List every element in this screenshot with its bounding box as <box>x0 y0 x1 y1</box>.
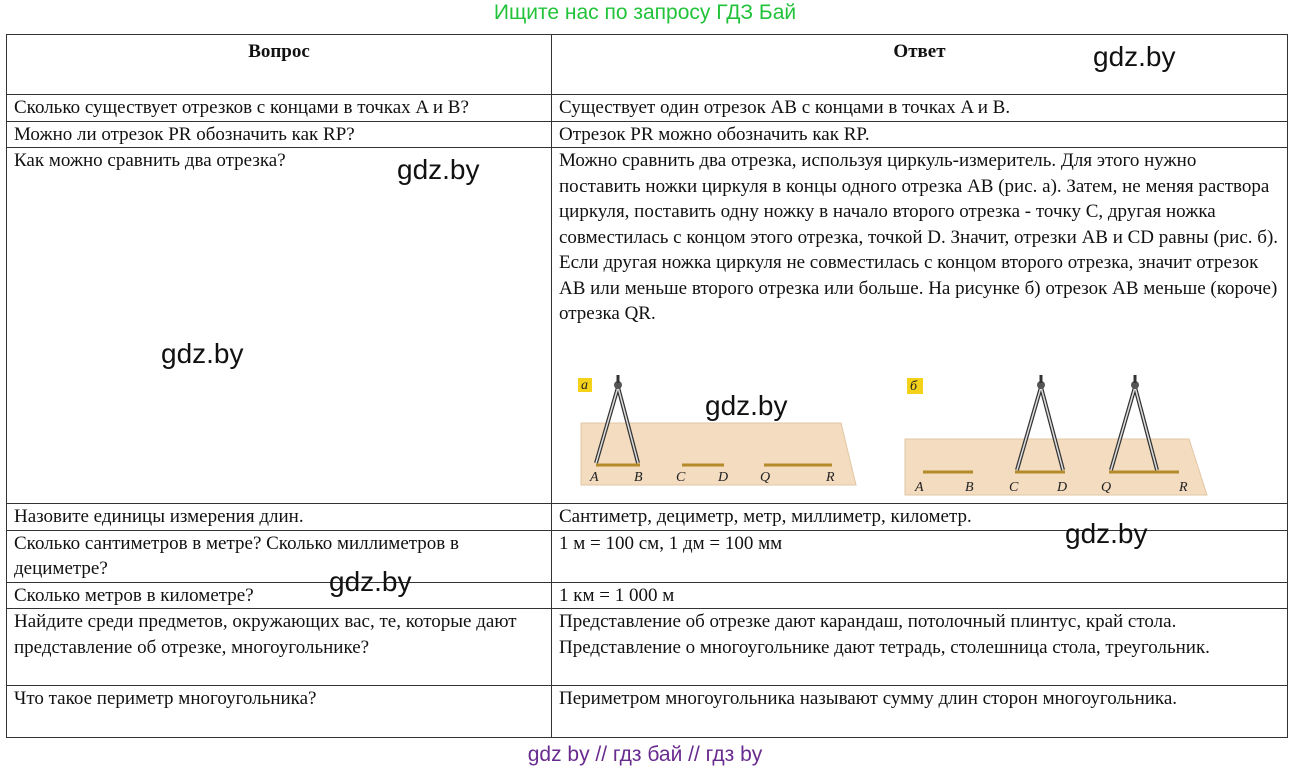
question-cell: Можно ли отрезок PR обозначить как RP? <box>7 121 552 148</box>
question-cell: Сколько существует отрезков с концами в точках A и B? <box>7 95 552 122</box>
point-label: C <box>1009 480 1019 495</box>
point-label: B <box>965 480 974 495</box>
header-answer: Ответ <box>552 35 1288 95</box>
question-cell: Как можно сравнить два отрезка? <box>7 148 552 504</box>
question-cell: Найдите среди предметов, окружающих вас, те, которые дают представление об отрезке, многоугольнике? <box>7 609 552 686</box>
answer-cell: Отрезок PR можно обозначить как RP. <box>552 121 1288 148</box>
point-label: D <box>1057 480 1068 495</box>
table-row <box>7 582 1288 609</box>
answer-cell: 1 м = 100 см, 1 дм = 100 мм <box>552 530 1288 582</box>
answer-cell: Периметром многоугольника называют сумму длин сторон многоугольника. <box>552 686 1288 738</box>
point-label: Q <box>1101 480 1112 495</box>
question-cell: Назовите единицы измерения длин. <box>7 504 552 531</box>
point-label: C <box>676 470 686 485</box>
answer-cell: Сантиметр, дециметр, метр, миллиметр, километр. <box>552 504 1288 531</box>
question-cell: Что такое периметр многоугольника? <box>7 686 552 738</box>
point-label: B <box>634 470 643 485</box>
point-label: Q <box>760 470 771 485</box>
table-row <box>7 609 1288 686</box>
table-row <box>7 95 1288 122</box>
watermark: gdz.by <box>705 390 788 421</box>
point-label: A <box>915 480 924 495</box>
answer-cell: 1 км = 1 000 м <box>552 582 1288 609</box>
figure-b <box>903 373 1213 506</box>
footer-links: gdz by // гдз бай // гдз by <box>527 743 763 766</box>
compass-diagram-b <box>903 373 1213 501</box>
table-row <box>7 686 1288 738</box>
header-question: Вопрос <box>7 35 552 95</box>
watermark: gdz.by <box>161 338 244 369</box>
search-banner: Ищите нас по запросу ГДЗ Бай <box>493 1 797 24</box>
point-label: R <box>1179 480 1188 495</box>
question-cell: Сколько метров в километре? <box>7 582 552 609</box>
figure-tag-label: а <box>581 378 588 393</box>
watermark: gdz.by <box>397 154 480 185</box>
figure-tag-label: б <box>910 379 918 394</box>
watermark: gdz.by <box>329 566 412 597</box>
point-label: A <box>590 470 599 485</box>
table-row <box>7 121 1288 148</box>
point-label: D <box>718 470 729 485</box>
answer-cell: Существует один отрезок AB с концами в точках A и B. <box>552 95 1288 122</box>
point-label: R <box>826 470 835 485</box>
watermark: gdz.by <box>1093 41 1176 72</box>
watermark: gdz.by <box>1065 518 1148 549</box>
answer-cell: Представление об отрезке дают карандаш, потолочный плинтус, край стола. Представление о многоугольнике дают тетрадь, столешница стола, треугольник. <box>552 609 1288 686</box>
answer-text: Можно сравнить два отрезка, используя циркуль-измеритель. Для этого нужно поставить ножки циркуля в концы одного отрезка AB (рис. а). Затем, не меняя раствора циркуля, поставить одну ножку в начало второго отрезка - точку C, другая ножка совместилась с концом этого отрезка, точкой D. Значит, отрезки AB и CD равны (рис. б). Если другая ножка циркуля не совместилась с концом второго отрезка, значит отрезок AB или меньше второго отрезка или больше. На рисунке б) отрезок AB меньше (короче) отрезка QR. <box>559 150 1279 324</box>
question-cell: Сколько сантиметров в метре? Сколько миллиметров в дециметре? <box>7 530 552 582</box>
